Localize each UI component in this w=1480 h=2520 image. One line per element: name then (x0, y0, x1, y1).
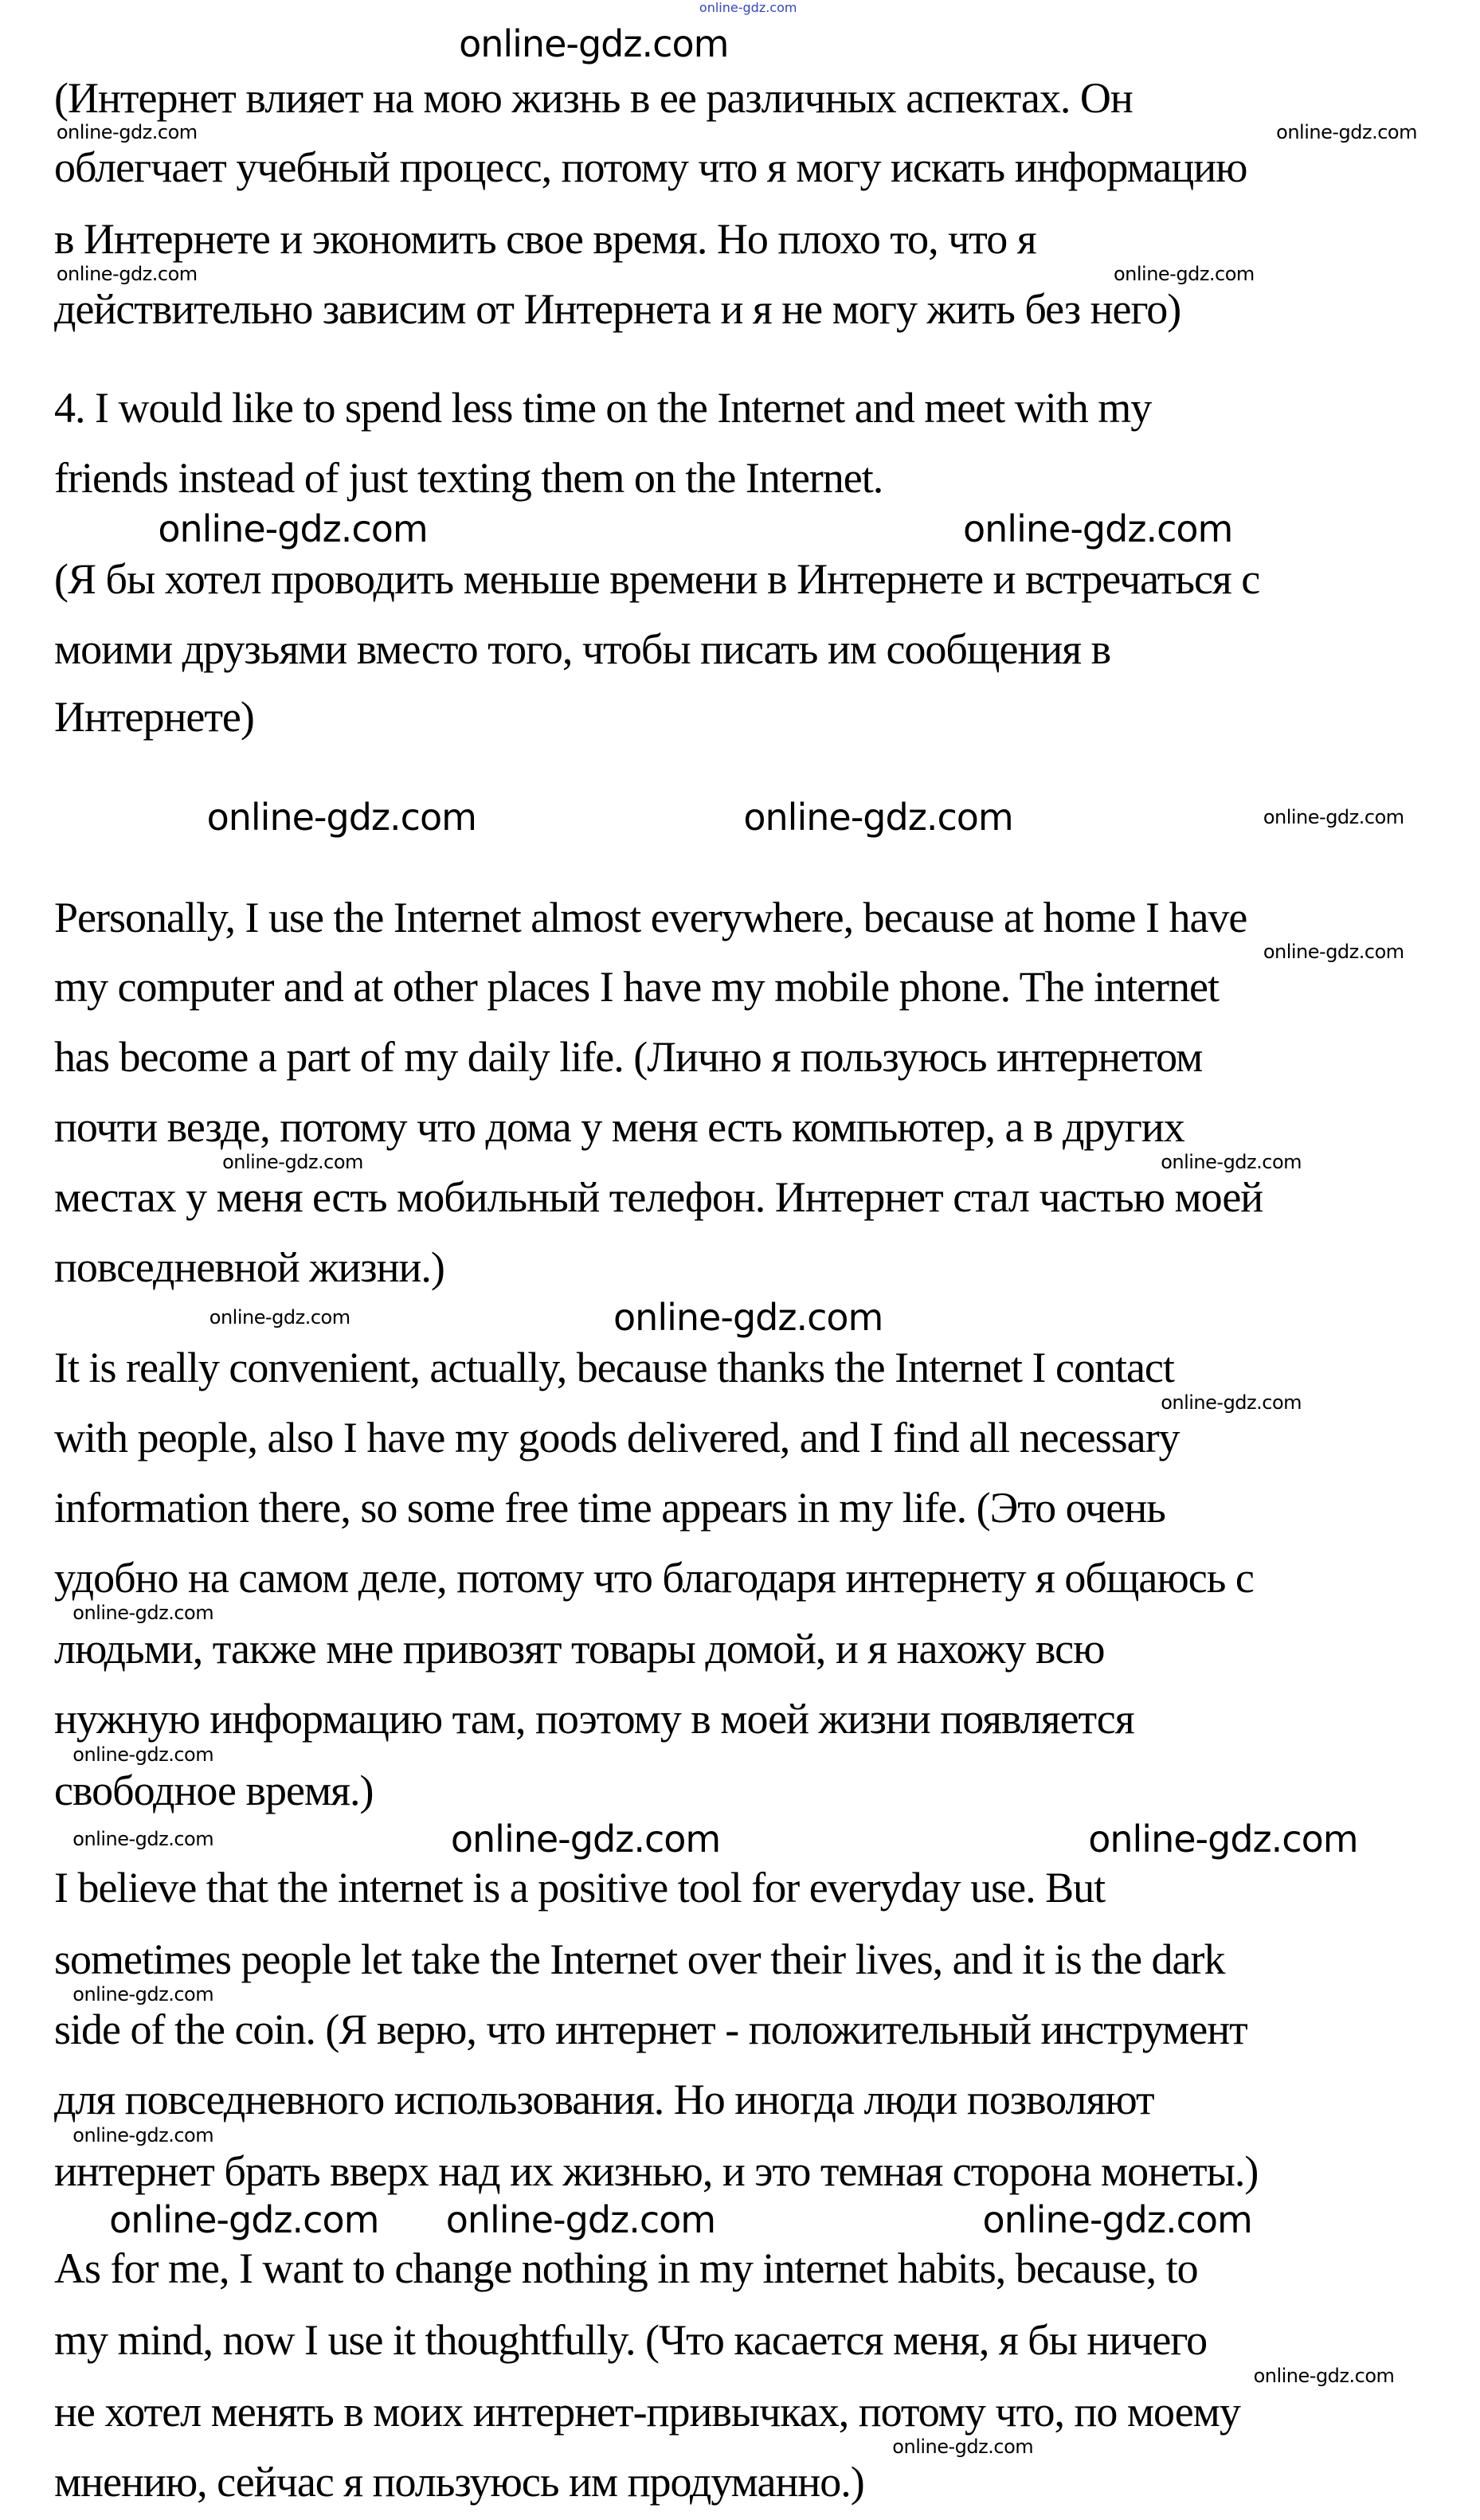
paragraph-4-line: повседневной жизни.) (54, 1242, 444, 1291)
watermark: online-gdz.com (72, 2123, 214, 2146)
paragraph-4-line: has become a part of my daily life. (Лично я пользуюсь интернетом (54, 1033, 1203, 1082)
watermark: online-gdz.com (1263, 805, 1404, 828)
watermark: online-gdz.com (1113, 263, 1255, 286)
watermark: online-gdz.com (1088, 1818, 1358, 1861)
paragraph-7-line: мнению, сейчас я пользуюсь им продуманно.) (54, 2457, 864, 2506)
paragraph-3-line: Интернете) (54, 693, 254, 742)
paragraph-4-line: местах у меня есть мобильный телефон. Интернет стал частью моей (54, 1172, 1263, 1221)
paragraph-1-line: облегчает учебный процесс, потому что я могу искать информацию (54, 143, 1247, 192)
paragraph-5-line: свободное время.) (54, 1766, 374, 1814)
paragraph-7-line: не хотел менять в моих интернет-привычках, потому что, по моему (54, 2387, 1240, 2436)
watermark: online-gdz.com (892, 2435, 1034, 2458)
paragraph-5-line: удобно на самом деле, потому что благодаря интернету я общаюсь с (54, 1553, 1254, 1602)
watermark: online-gdz.com (72, 1983, 214, 2006)
watermark: online-gdz.com (158, 507, 428, 550)
watermark: online-gdz.com (613, 1295, 883, 1339)
paragraph-3-line: (Я бы хотел проводить меньше времени в Интернете и встречаться с (54, 554, 1260, 603)
paragraph-6-line: интернет брать вверх над их жизнью, и это темная сторона монеты.) (54, 2146, 1259, 2195)
paragraph-1-line: (Интернет влияет на мою жизнь в ее различных аспектах. Он (54, 73, 1133, 122)
watermark: online-gdz.com (209, 1305, 350, 1328)
paragraph-7-line: As for me, I want to change nothing in my internet habits, because, to (54, 2244, 1198, 2293)
paragraph-1-line: действительно зависим от Интернета и я не могу жить без него) (54, 284, 1181, 333)
watermark: online-gdz.com (699, 0, 797, 16)
watermark: online-gdz.com (459, 22, 729, 66)
watermark: online-gdz.com (1253, 2365, 1395, 2387)
paragraph-6-line: для повседневного использования. Но иногда люди позволяют (54, 2075, 1154, 2123)
paragraph-6-line: side of the coin. (Я верю, что интернет - положительный инструмент (54, 2005, 1247, 2054)
paragraph-5-line: It is really convenient, actually, because thanks the Internet I contact (54, 1344, 1174, 1392)
watermark: online-gdz.com (1276, 121, 1417, 144)
watermark: online-gdz.com (1263, 941, 1404, 964)
paragraph-5-line: нужную информацию там, поэтому в моей жизни появляется (54, 1695, 1134, 1743)
watermark: online-gdz.com (72, 1828, 214, 1851)
watermark: online-gdz.com (72, 1743, 214, 1767)
paragraph-4-line: my computer and at other places I have my mobile phone. The internet (54, 963, 1220, 1012)
paragraph-6-line: sometimes people let take the Internet over their lives, and it is the dark (54, 1935, 1225, 1984)
paragraph-6-line: I believe that the internet is a positive tool for everyday use. But (54, 1864, 1106, 1912)
paragraph-4-line: почти везде, потому что дома у меня есть компьютер, а в других (54, 1102, 1184, 1151)
watermark: online-gdz.com (982, 2198, 1252, 2241)
watermark: online-gdz.com (1161, 1150, 1302, 1173)
watermark: online-gdz.com (206, 795, 476, 839)
watermark: online-gdz.com (109, 2198, 379, 2241)
watermark: online-gdz.com (1161, 1391, 1302, 1415)
paragraph-5-line: людьми, также мне привозят товары домой, и я нахожу всю (54, 1625, 1105, 1673)
paragraph-4-line: Personally, I use the Internet almost everywhere, because at home I have (54, 893, 1247, 941)
paragraph-5-line: information there, so some free time appears in my life. (Это очень (54, 1483, 1165, 1532)
paragraph-2-line: 4. I would like to spend less time on the Internet and meet with my (54, 384, 1152, 432)
watermark: online-gdz.com (56, 121, 198, 144)
watermark: online-gdz.com (72, 1602, 214, 1625)
paragraph-3-line: моими друзьями вместо того, чтобы писать им сообщения в (54, 624, 1111, 673)
watermark: online-gdz.com (963, 507, 1233, 550)
watermark: online-gdz.com (445, 2198, 716, 2241)
watermark: online-gdz.com (450, 1818, 721, 1861)
paragraph-1-line: в Интернете и экономить свое время. Но плохо то, что я (54, 215, 1036, 264)
watermark: online-gdz.com (222, 1150, 363, 1173)
paragraph-2-line: friends instead of just texting them on the Internet. (54, 454, 883, 503)
watermark: online-gdz.com (743, 795, 1013, 839)
paragraph-5-line: with people, also I have my goods delivered, and I find all necessary (54, 1413, 1180, 1462)
paragraph-7-line: my mind, now I use it thoughtfully. (Что касается меня, я бы ничего (54, 2316, 1208, 2365)
watermark: online-gdz.com (56, 263, 198, 286)
